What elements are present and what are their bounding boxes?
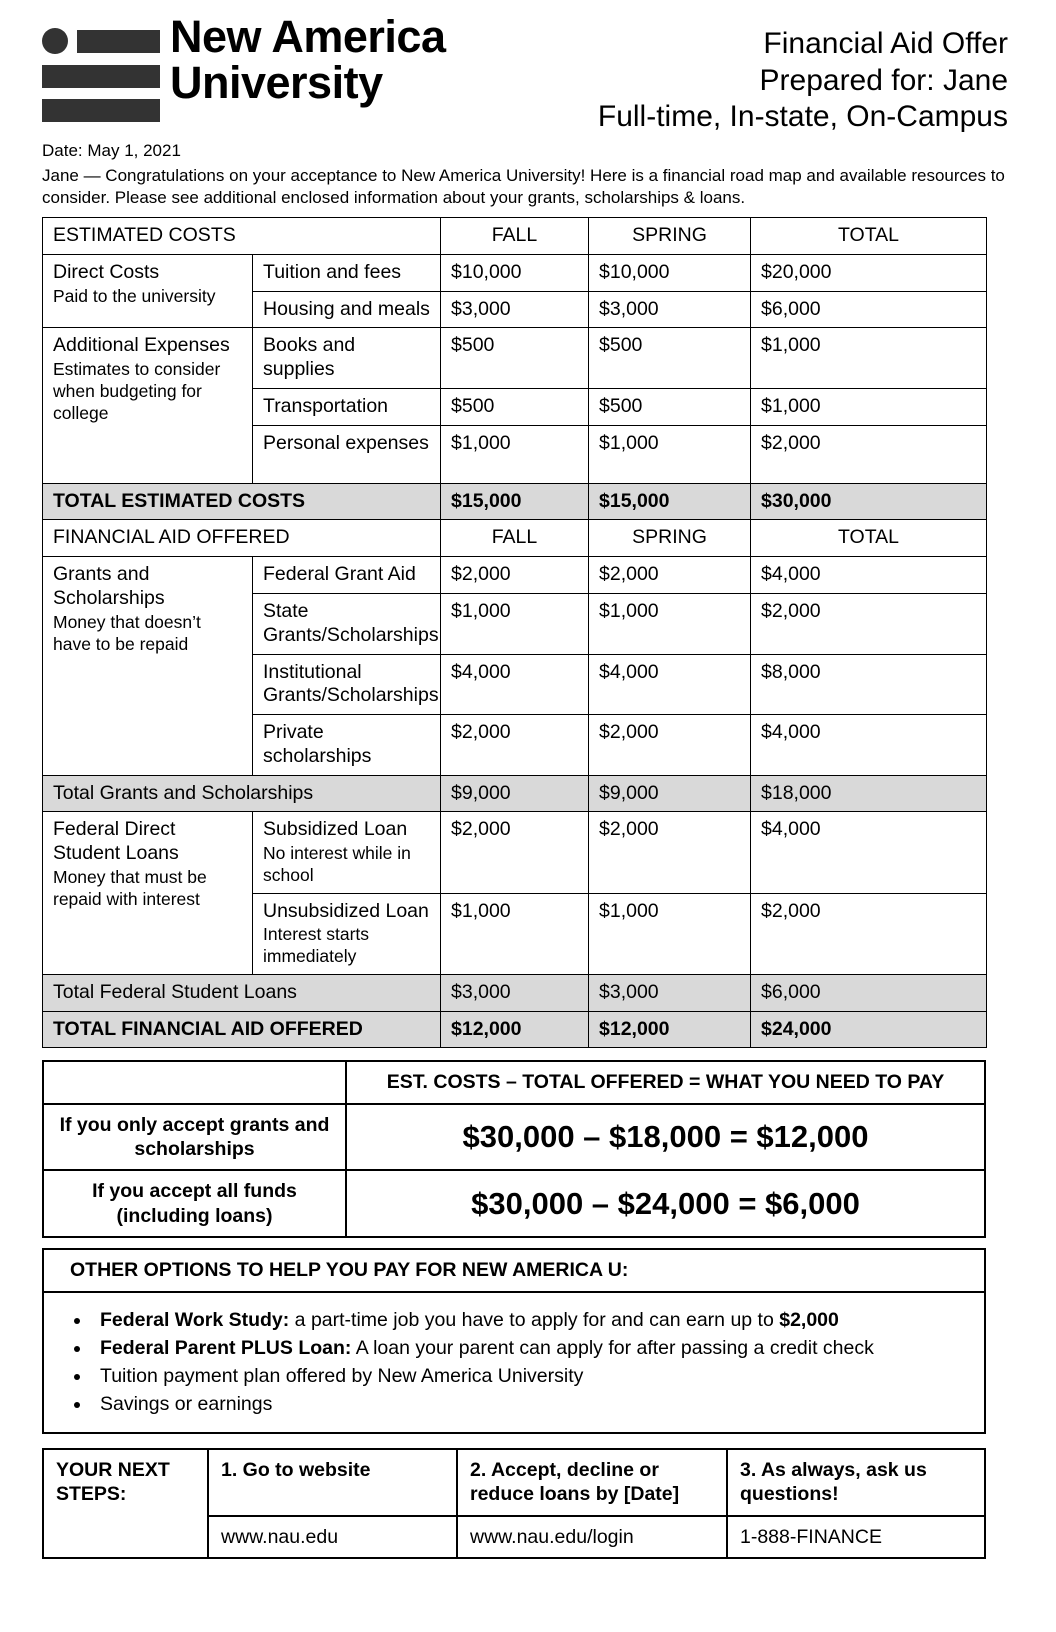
- aid-spring: $2,000: [589, 557, 751, 594]
- col-header-total: TOTAL: [751, 520, 987, 557]
- other-options-header-row: [43, 1249, 985, 1292]
- col-header-fall: FALL: [441, 217, 589, 254]
- aid-total: $2,000: [751, 893, 987, 974]
- financial-aid-title: FINANCIAL AID OFFERED: [43, 520, 441, 557]
- group-label: Federal Direct Student Loans: [53, 818, 179, 865]
- loan-name: Unsubsidized Loan: [263, 899, 429, 922]
- intro-message: Jane — Congratulations on your acceptance to New America University! Here is a financial road map and available resources to consider. Please see additional enclosed information about your grants, scholarships & loans.: [42, 165, 1005, 208]
- cost-item: Transportation: [253, 388, 441, 425]
- list-item: [92, 1306, 970, 1334]
- other-options-cell: [43, 1292, 985, 1432]
- other-options-table: [42, 1248, 986, 1433]
- total-aid-offered-row: [43, 1011, 987, 1048]
- aid-spring: $1,000: [589, 893, 751, 974]
- aid-total: $4,000: [751, 812, 987, 893]
- list-item: [92, 1362, 970, 1390]
- option-text: a part-time job you have to apply for and can earn up to: [289, 1309, 780, 1332]
- aid-spring: $2,000: [589, 715, 751, 776]
- total-aid-offered-fall: $12,000: [441, 1011, 589, 1048]
- total-grants-fall: $9,000: [441, 775, 589, 812]
- group-label: Additional Expenses: [53, 334, 230, 357]
- total-grants-total: $18,000: [751, 775, 987, 812]
- cost-item: Tuition and fees: [253, 254, 441, 291]
- aid-item: Federal Grant Aid: [253, 557, 441, 594]
- group-label: Grants and Scholarships: [53, 563, 165, 609]
- col-header-spring: SPRING: [589, 217, 751, 254]
- step-2-value[interactable]: www.nau.edu/login: [457, 1516, 727, 1559]
- calc-scenario-label: If you accept all funds (including loans): [43, 1170, 346, 1237]
- cost-total: $1,000: [751, 328, 987, 389]
- loan-note: Interest starts immediately: [263, 924, 370, 967]
- option-title: Federal Parent PLUS Loan:: [100, 1337, 352, 1360]
- option-text: Tuition payment plan offered by New America University: [100, 1365, 584, 1388]
- page-title: Financial Aid Offer: [763, 27, 1008, 60]
- table-row: [43, 328, 987, 389]
- next-steps-table: [42, 1448, 986, 1560]
- university-logo: [42, 11, 446, 133]
- cost-fall: $3,000: [441, 291, 589, 328]
- group-sublabel: Paid to the university: [53, 285, 216, 306]
- col-header-spring: SPRING: [589, 520, 751, 557]
- cost-spring: $500: [589, 328, 751, 389]
- total-estimated-costs-fall: $15,000: [441, 483, 589, 520]
- cost-fall: $10,000: [441, 254, 589, 291]
- calc-scenario-label: If you only accept grants and scholarships: [43, 1104, 346, 1171]
- group-sublabel: Money that doesn’t have to be repaid: [53, 611, 201, 654]
- aid-spring: $1,000: [589, 593, 751, 654]
- total-estimated-costs-label: TOTAL ESTIMATED COSTS: [43, 483, 441, 520]
- estimated-costs-title: ESTIMATED COSTS: [43, 217, 441, 254]
- calc-header-label: EST. COSTS – TOTAL OFFERED = WHAT YOU NEED TO PAY: [346, 1061, 985, 1103]
- calc-header-row: [43, 1061, 985, 1103]
- step-3-value[interactable]: 1-888-FINANCE: [727, 1516, 985, 1559]
- col-header-fall: FALL: [441, 520, 589, 557]
- group-sublabel: Estimates to consider when budgeting for college: [53, 359, 221, 423]
- header-titles: [445, 14, 1014, 136]
- cost-item: Housing and meals: [253, 291, 441, 328]
- table-row: [43, 254, 987, 291]
- aid-item: Private scholarships: [253, 715, 441, 776]
- total-loans-label: Total Federal Student Loans: [43, 974, 441, 1011]
- group-sublabel: Money that must be repaid with interest: [53, 867, 207, 909]
- other-options-header: OTHER OPTIONS TO HELP YOU PAY FOR NEW AMERICA U:: [43, 1249, 985, 1292]
- university-name-line1: New America: [170, 11, 446, 62]
- total-loans-row: [43, 974, 987, 1011]
- total-estimated-costs-total: $30,000: [751, 483, 987, 520]
- aid-fall: $2,000: [441, 557, 589, 594]
- cost-total: $6,000: [751, 291, 987, 328]
- cost-spring: $500: [589, 388, 751, 425]
- aid-total: $8,000: [751, 654, 987, 715]
- group-direct-costs: [43, 254, 253, 328]
- total-loans-fall: $3,000: [441, 974, 589, 1011]
- aid-item: [253, 812, 441, 893]
- cost-item: Personal expenses: [253, 425, 441, 483]
- aid-item: State Grants/Scholarships: [253, 593, 441, 654]
- option-title: Federal Work Study:: [100, 1309, 290, 1332]
- university-name: [170, 11, 446, 109]
- step-3-heading: 3. As always, ask us questions!: [727, 1449, 985, 1516]
- enrollment-status: Full-time, In-state, On-Campus: [597, 100, 1008, 134]
- total-loans-total: $6,000: [751, 974, 987, 1011]
- total-loans-spring: $3,000: [589, 974, 751, 1011]
- group-federal-loans: [43, 812, 253, 974]
- university-name-line2: University: [170, 57, 383, 109]
- cost-fall: $1,000: [441, 425, 589, 483]
- other-options-body-row: [43, 1292, 985, 1432]
- total-aid-offered-label: TOTAL FINANCIAL AID OFFERED: [43, 1011, 441, 1048]
- cost-spring: $10,000: [589, 254, 751, 291]
- table-row: [43, 557, 987, 594]
- option-text: A loan your parent can apply for after passing a credit check: [351, 1337, 874, 1360]
- three-bars-dot-logo-icon: [42, 14, 160, 133]
- total-estimated-costs-row: [43, 483, 987, 520]
- financial-aid-header-row: [43, 520, 987, 557]
- aid-total: $4,000: [751, 557, 987, 594]
- cost-total: $20,000: [751, 254, 987, 291]
- net-price-calculation-table: [42, 1060, 986, 1238]
- aid-item: Institutional Grants/Scholarships: [253, 654, 441, 715]
- aid-fall: $4,000: [441, 654, 589, 715]
- cost-total: $2,000: [751, 425, 987, 483]
- total-grants-spring: $9,000: [589, 775, 751, 812]
- total-aid-offered-total: $24,000: [751, 1011, 987, 1048]
- next-steps-title: YOUR NEXT STEPS:: [43, 1449, 208, 1559]
- loan-note: No interest while in school: [263, 843, 411, 885]
- total-grants-label: Total Grants and Scholarships: [43, 775, 441, 812]
- option-text: Savings or earnings: [100, 1393, 273, 1416]
- group-label: Direct Costs: [53, 260, 160, 283]
- total-estimated-costs-spring: $15,000: [589, 483, 751, 520]
- intro-block: [42, 140, 1014, 210]
- calc-row-grants-only: [43, 1104, 985, 1171]
- offer-date: Date: May 1, 2021: [42, 140, 181, 160]
- total-grants-row: [43, 775, 987, 812]
- document-header: [42, 0, 1014, 136]
- table-row: [43, 812, 987, 893]
- cost-total: $1,000: [751, 388, 987, 425]
- other-options-list: [58, 1306, 970, 1418]
- estimated-costs-header-row: [43, 217, 987, 254]
- aid-offer-table: [42, 217, 987, 1048]
- cost-spring: $3,000: [589, 291, 751, 328]
- calc-empty-cell: [43, 1061, 346, 1103]
- aid-item: [253, 893, 441, 974]
- group-additional-expenses: [43, 328, 253, 483]
- cost-item: Books and supplies: [253, 328, 441, 389]
- cost-spring: $1,000: [589, 425, 751, 483]
- step-1-value[interactable]: www.nau.edu: [208, 1516, 457, 1559]
- calc-equation: $30,000 – $18,000 = $12,000: [346, 1104, 985, 1171]
- list-item: [92, 1334, 970, 1362]
- cost-fall: $500: [441, 328, 589, 389]
- calc-equation: $30,000 – $24,000 = $6,000: [346, 1170, 985, 1237]
- aid-total: $4,000: [751, 715, 987, 776]
- aid-fall: $2,000: [441, 715, 589, 776]
- aid-spring: $4,000: [589, 654, 751, 715]
- cost-fall: $500: [441, 388, 589, 425]
- prepared-for: Prepared for: Jane: [759, 63, 1008, 97]
- list-item: [92, 1390, 970, 1418]
- aid-fall: $1,000: [441, 593, 589, 654]
- calc-row-all-funds: [43, 1170, 985, 1237]
- step-1-heading: 1. Go to website: [208, 1449, 457, 1516]
- option-amount: $2,000: [779, 1309, 839, 1332]
- next-steps-heading-row: [43, 1449, 985, 1516]
- aid-spring: $2,000: [589, 812, 751, 893]
- aid-fall: $1,000: [441, 893, 589, 974]
- group-grants-scholarships: [43, 557, 253, 775]
- aid-total: $2,000: [751, 593, 987, 654]
- total-aid-offered-spring: $12,000: [589, 1011, 751, 1048]
- loan-name: Subsidized Loan: [263, 818, 408, 841]
- col-header-total: TOTAL: [751, 217, 987, 254]
- step-2-heading: 2. Accept, decline or reduce loans by [Date]: [457, 1449, 727, 1516]
- aid-fall: $2,000: [441, 812, 589, 893]
